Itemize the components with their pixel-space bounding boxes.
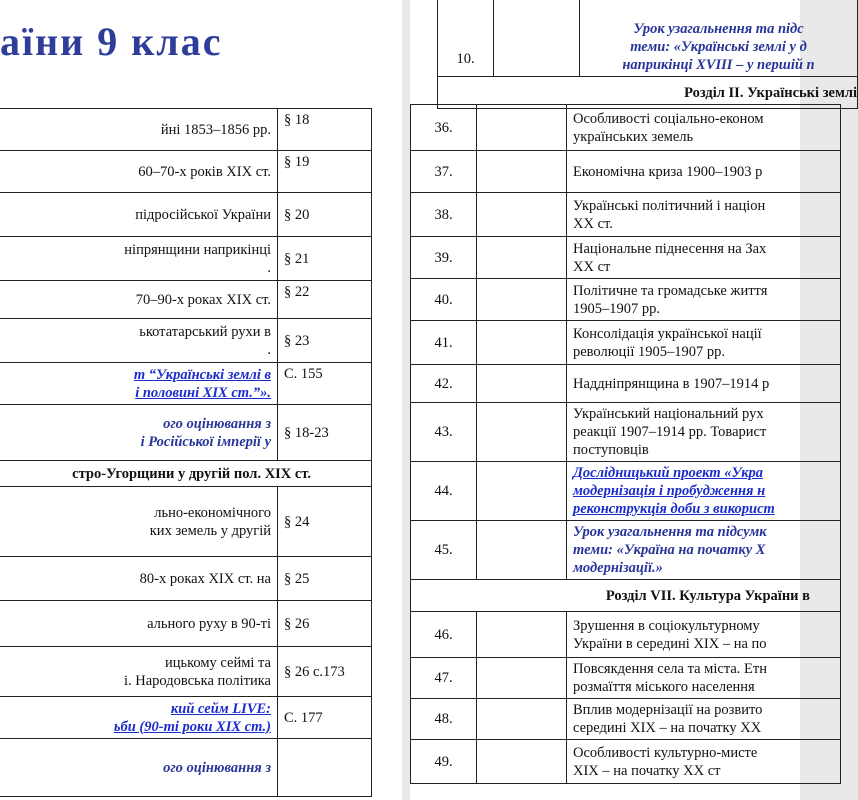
lesson-topic: 60–70-х років ХІХ ст. [0,151,278,193]
lesson-topic: Урок узагальнення та підсумк теми: «Україна на початку Х модернізації.» [567,521,841,580]
empty-cell [477,151,567,193]
lesson-topic: Українські політичний і націон ХХ ст. [567,193,841,237]
table-row [0,557,372,601]
empty-cell [477,403,567,462]
lesson-number: 44. [411,462,477,521]
empty-cell [477,321,567,365]
lesson-topic: Зрушення в соціокультурному України в середині ХІХ – на по [567,612,841,658]
table-row [411,740,841,784]
empty-cell [477,521,567,580]
empty-cell [477,699,567,740]
left-page [0,0,402,800]
lesson-topic: ицькому сеймі та і. Народовська політика [0,647,278,697]
lesson-topic: 70–90-х роках ХІХ ст. [0,281,278,319]
lesson-number: 39. [411,237,477,279]
lesson-topic: Наддніпрянщина в 1907–1914 р [567,365,841,403]
lesson-topic: Повсякдення села та міста. Етн розмаїття міського населення [567,658,841,699]
empty-cell [477,237,567,279]
lesson-number: 37. [411,151,477,193]
right-page [410,0,857,800]
lesson-topic: Вплив модернізації на розвито середині ХІХ – на початку ХХ [567,699,841,740]
lesson-topic: підросійської України [0,193,278,237]
table-row [0,697,372,739]
lesson-topic: ькотатарський рухи в . [0,319,278,363]
lesson-reference: С. 155 [278,363,372,405]
table-row [411,365,841,403]
table-row [411,321,841,365]
lesson-topic: ого оцінювання з [0,739,278,797]
lesson-topic: Політичне та громадське життя 1905–1907 рр. [567,279,841,321]
lesson-number: 43. [411,403,477,462]
empty-cell [477,279,567,321]
right-top-table [437,0,858,109]
table-row [411,521,841,580]
lesson-number: 38. [411,193,477,237]
table-row [0,405,372,461]
section-title: Розділ ІІ. Українські землі [438,77,858,109]
table-row [411,699,841,740]
table-row [411,193,841,237]
lesson-reference: § 26 [278,601,372,647]
lesson-number: 36. [411,105,477,151]
lesson-reference: § 21 [278,237,372,281]
empty-cell [477,740,567,784]
table-row [0,363,372,405]
table-row [411,237,841,279]
empty-cell [477,193,567,237]
lesson-topic: 80-х роках ХІХ ст. на [0,557,278,601]
table-row [411,279,841,321]
table-row [438,0,858,77]
lesson-topic: Особливості культурно-мисте ХІХ – на початку ХХ ст [567,740,841,784]
lesson-reference: § 19 [278,151,372,193]
table-row [411,151,841,193]
lesson-topic: ального руху в 90-ті [0,601,278,647]
lesson-topic: йні 1853–1856 рр. [0,109,278,151]
section-title: стро-Угорщини у другій пол. ХІХ ст. [0,461,372,487]
table-row [0,487,372,557]
lesson-topic: Особливості соціально-економ українських земель [567,105,841,151]
lesson-number: 42. [411,365,477,403]
lesson-reference: § 26 с.173 [278,647,372,697]
empty-cell [477,612,567,658]
lesson-number: 40. [411,279,477,321]
page-title: аїни 9 клас [0,19,223,64]
table-row [411,105,841,151]
table-row [411,658,841,699]
lesson-topic: т “Українські землі в і половині ХІХ ст.”». [0,363,278,405]
lesson-topic: Український національний рух реакції 1907–1914 рр. Товарист поступовців [567,403,841,462]
lesson-topic: Національне піднесення на Зах ХХ ст [567,237,841,279]
lesson-topic: ого оцінювання з і Російської імперії у [0,405,278,461]
lesson-topic: Економічна криза 1900–1903 р [567,151,841,193]
lesson-number: 49. [411,740,477,784]
section-row [0,461,372,487]
lesson-reference: § 18 [278,109,372,151]
table-row [0,109,372,151]
lesson-topic: льно-економічного ких земель у другій [0,487,278,557]
lesson-reference: § 18-23 [278,405,372,461]
table-row [0,739,372,797]
table-row [411,462,841,521]
table-row [0,601,372,647]
lesson-reference [278,739,372,797]
lesson-topic: Урок узагальнення та підс теми: «Українські землі у д наприкінці XVIII – у першій п [580,0,858,77]
table-row [411,612,841,658]
section-title: Розділ VІІ. Культура України в [411,580,841,612]
lesson-number: 41. [411,321,477,365]
right-lesson-table [410,104,841,784]
lesson-number: 45. [411,521,477,580]
empty-cell [477,105,567,151]
lesson-reference: § 24 [278,487,372,557]
lesson-topic: Консолідація української нації революції 1905–1907 рр. [567,321,841,365]
table-row [0,647,372,697]
lesson-number: 47. [411,658,477,699]
lesson-reference: С. 177 [278,697,372,739]
section-row [411,580,841,612]
table-row [0,281,372,319]
table-row [0,193,372,237]
lesson-topic: ніпрянщини наприкінці . [0,237,278,281]
empty-cell [477,365,567,403]
lesson-topic: кий сейм LIVE: ьби (90-ті роки ХІХ ст.) [0,697,278,739]
empty-cell [477,462,567,521]
table-row [0,319,372,363]
empty-cell [477,658,567,699]
left-lesson-table [0,108,372,797]
lesson-reference: § 22 [278,281,372,319]
lesson-number: 10. [438,0,494,77]
lesson-number: 46. [411,612,477,658]
lesson-reference: § 25 [278,557,372,601]
lesson-number: 48. [411,699,477,740]
empty-cell [494,0,580,77]
lesson-reference: § 23 [278,319,372,363]
table-row [0,237,372,281]
lesson-reference: § 20 [278,193,372,237]
table-row [0,151,372,193]
lesson-topic: Дослідницький проект «Укра модернізація і пробудження н реконструкція доби з використ [567,462,841,521]
table-row [411,403,841,462]
